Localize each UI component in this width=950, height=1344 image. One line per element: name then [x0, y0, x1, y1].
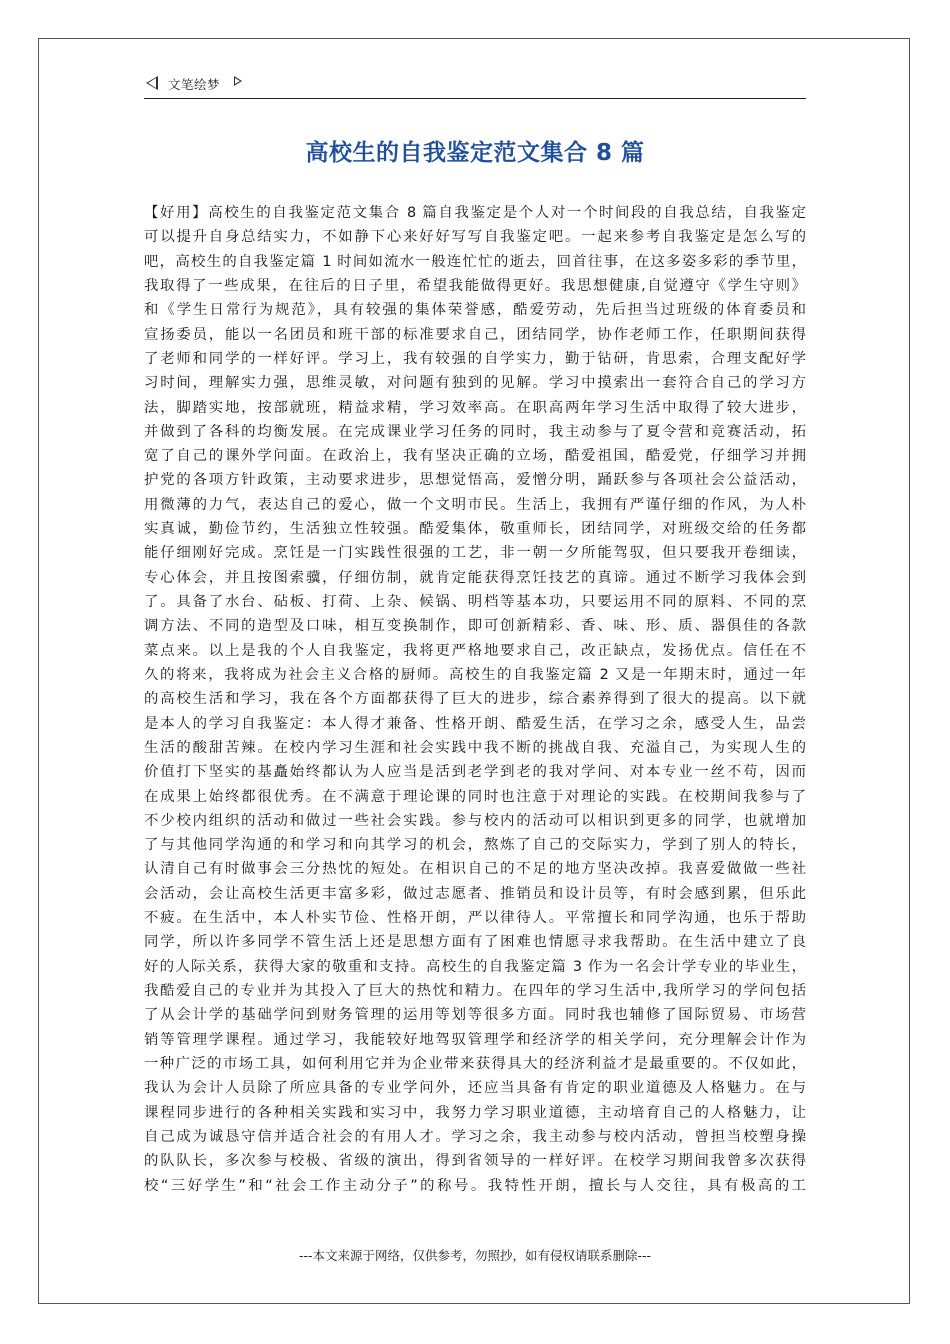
- page-header: [144, 72, 806, 99]
- body-line: 【好用】高校生的自我鉴定范文集合 8 篇自我鉴定是个人对一个时间段的自我总结，自我鉴定: [144, 205, 806, 221]
- document-body: [144, 201, 806, 1198]
- page-footer: ---本文来源于网络，仅供参考，勿照抄，如有侵权请联系删除---: [298, 1248, 652, 1263]
- body-line: 用微薄的力气，表达自己的爱心，做一个文明市民。生活上，我拥有严谨仔细的作风，为人朴: [144, 496, 806, 513]
- right-triangle-icon: [234, 76, 242, 86]
- body-line: 宽了自己的课外学问面。在政治上，我有坚决正确的立场，酷爱祖国，酷爱党，仔细学习并拥: [144, 448, 806, 465]
- body-line: 我酷爱自己的专业并为其投入了巨大的热忱和精力。在四年的学习生活中,我所学习的学问包括: [144, 983, 806, 999]
- body-line: 课程同步进行的各种相关实践和实习中，我努力学习职业道德，主动培育自己的人格魅力，让: [144, 1104, 806, 1121]
- body-line: 习时间，理解实力强，思维灵敏，对问题有独到的见解。学习中摸索出一套符合自己的学习方: [144, 375, 806, 392]
- body-line: 调方法、不同的造型及口味，相互变换制作，即可创新精彩、香、味、形、质、器俱佳的各款: [144, 618, 806, 635]
- body-line: 吧，高校生的自我鉴定篇 1 时间如流水一般连忙忙的逝去，回首往事，在这多姿多彩的季节里，: [144, 253, 806, 270]
- body-line: 的队队长，多次参与校极、省级的演出，得到省领导的一样好评。在校学习期间我曾多次获得: [144, 1153, 806, 1170]
- body-line: 自己成为诚恳守信并适合社会的有用人才。学习之余，我主动参与校内活动，曾担当校塑身操: [144, 1128, 806, 1145]
- body-line: 我取得了一些成果，在往后的日子里，希望我能做得更好。我思想健康,自觉遵守《学生守则》: [144, 277, 806, 294]
- body-line: 会活动，会让高校生活更丰富多彩，做过志愿者、推销员和设计员等，有时会感到累，但乐此: [144, 885, 806, 902]
- body-line: 护党的各项方针政策，主动要求进步，思想觉悟高，爱憎分明，踊跃参与各项社会公益活动，: [144, 472, 806, 489]
- body-line: 专心体会，并且按图索骥，仔细仿制，就肯定能获得烹饪技艺的真谛。通过不断学习我体会到: [144, 569, 806, 586]
- body-line: 不疲。在生活中，本人朴实节俭、性格开朗，严以律待人。平常擅长和同学沟通，也乐于帮助: [144, 910, 806, 927]
- body-line: 不少校内组织的活动和做过一些社会实践。参与校内的活动可以相识到更多的同学，也就增加: [144, 812, 806, 829]
- body-line: 校“三好学生”和“社会工作主动分子”的称号。我特性开朗，擅长与人交往，具有极高的工: [144, 1177, 806, 1194]
- body-line: 是本人的学习自我鉴定：本人得才兼备、性格开朗、酷爱生活，在学习之余，感受人生，品尝: [144, 715, 806, 732]
- body-line: 销等管理学课程。通过学习，我能较好地驾驭管理学和经济学的相关学问，充分理解会计作为: [144, 1031, 806, 1048]
- body-line: 法，脚踏实地，按部就班，精益求精，学习效率高。在职高两年学习生活中取得了较大进步，: [144, 399, 806, 416]
- body-line: 久的将来，我将成为社会主义合格的厨师。高校生的自我鉴定篇 2 又是一年期末时，通过一年: [144, 666, 806, 683]
- header-brand: 文笔绘梦: [168, 77, 221, 92]
- body-line: 我认为会计人员除了所应具备的专业学问外，还应当具备有肯定的职业道德及人格魅力。在与: [144, 1080, 806, 1097]
- body-line: 和《学生日常行为规范》，具有较强的集体荣誉感，酷爱劳动，先后担当过班级的体育委员和: [144, 302, 806, 319]
- body-line: 了与其他同学沟通的和学习和向其学习的机会，熬炼了自己的交际实力，学到了别人的特长，: [144, 837, 806, 854]
- body-line: 菜点来。以上是我的个人自我鉴定，我将更严格地要求自己，改正缺点，发扬优点。信任在不: [144, 642, 806, 659]
- body-line: 认清自己有时做事会三分热忱的短处。在相识自己的不足的地方坚决改掉。我喜爱做做一些社: [144, 861, 806, 878]
- body-line: 的高校生活和学习，我在各个方面都获得了巨大的进步，综合素养得到了很大的提高。以下就: [144, 691, 806, 708]
- body-line: 同学，所以许多同学不管生活上还是思想方面有了困难也情愿寻求我帮助。在生活中建立了良: [144, 934, 806, 951]
- body-line: 生活的酸甜苦辣。在校内学习生涯和社会实践中我不断的挑战自我、充溢自己，为实现人生的: [144, 739, 806, 756]
- body-line: 一种广泛的市场工具，如何利用它并为企业带来获得具大的经济利益才是最重要的。不仅如此，: [144, 1055, 806, 1072]
- body-line: 好的人际关系，获得大家的敬重和支持。高校生的自我鉴定篇 3 作为一名会计学专业的毕业生，: [144, 958, 806, 975]
- document-title: 高校生的自我鉴定范文集合 8 篇: [305, 140, 645, 166]
- body-line: 实真诚，勤俭节约，生活独立性较强。酷爱集体，敬重师长，团结同学，对班级交给的任务都: [144, 521, 806, 538]
- body-line: 了。具备了水台、砧板、打荷、上杂、候锅、明档等基本功，只要运用不同的原料、不同的烹: [144, 594, 806, 610]
- body-line: 了老师和同学的一样好评。学习上，我有较强的自学实力，勤于钻研，肯思索，合理支配好学: [144, 350, 806, 367]
- body-line: 宣扬委员，能以一名团员和班干部的标准要求自己，团结同学，协作老师工作，任职期间获得: [144, 326, 806, 343]
- left-triangle-icon: [146, 76, 158, 90]
- body-line: 能仔细刚好完成。烹饪是一门实践性很强的工艺，非一朝一夕所能驾驭，但只要我开卷细读，: [144, 545, 806, 562]
- body-line: 了从会计学的基础学问到财务管理的运用等划等很多方面。同时我也辅修了国际贸易、市场营: [144, 1007, 806, 1024]
- body-line: 并做到了各科的均衡发展。在完成课业学习任务的同时，我主动参与了夏令营和竞赛活动，拓: [144, 423, 806, 440]
- body-line: 可以提升自身总结实力，不如静下心来好好写写自我鉴定吧。一起来参考自我鉴定是怎么写的: [144, 229, 806, 246]
- body-line: 在成果上始终都很优秀。在不满意于理论课的同时也注意于对理论的实践。在校期间我参与了: [144, 788, 806, 805]
- body-line: 价值打下坚实的基矗始终都认为人应当是活到老学到老的我对学问、对本专业一丝不苟，因而: [144, 764, 806, 781]
